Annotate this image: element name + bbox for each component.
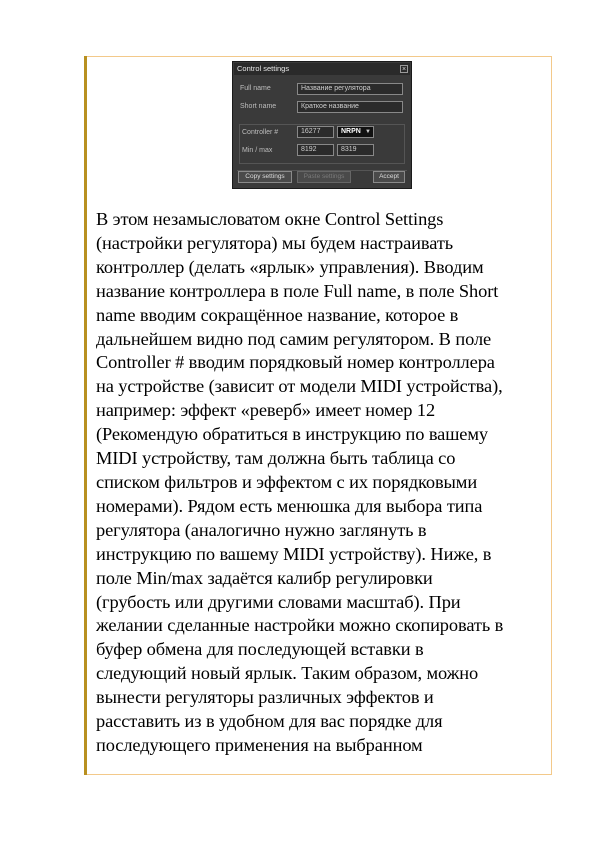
body-paragraph [96,208,548,758]
dialog-titlebar [234,63,410,75]
text-line: например: эффект «реверб» имеет номер 12 [96,400,436,421]
text-line: расставить из в удобном для вас порядке для [96,711,443,732]
short-name-field[interactable]: Краткое название [297,101,403,113]
max-value-field[interactable]: 8319 [337,144,374,156]
control-settings-dialog [232,61,412,189]
text-line: вынести регуляторы различных эффектов и [96,687,434,708]
paste-settings-button[interactable]: Paste settings [297,171,351,183]
short-name-label: Short name [240,103,277,110]
text-line: желании сделанные настройки можно скопировать в [96,615,504,636]
full-name-field[interactable]: Название регулятора [297,83,403,95]
text-line: на устройстве (зависит от модели MIDI устройства), [96,376,503,397]
text-line: номерами). Рядом есть менюшка для выбора типа [96,495,483,516]
full-name-label: Full name [240,85,271,92]
text-line: (Рекомендую обратиться в инструкцию по вашему [96,424,488,445]
accept-button[interactable]: Accept [373,171,405,183]
text-line: В этом незамысловатом окне Control Settings [96,209,444,229]
text-line: name вводим сокращённое название, которое в [96,304,459,325]
min-max-label: Min / max [242,147,273,154]
copy-settings-button[interactable]: Copy settings [238,171,292,183]
chevron-down-icon: ▼ [365,129,371,135]
text-line: инструкцию по вашему MIDI устройству). Ниже, в [96,543,492,564]
text-line: дальнейшем видно под самим регулятором. В поле [96,328,492,349]
text-line: (настройки регулятора) мы будем настраивать [96,232,454,253]
controller-number-label: Controller # [242,129,279,136]
frame-left-bar [84,56,87,775]
close-icon[interactable]: × [401,66,407,73]
controller-type-select[interactable] [337,126,374,138]
text-line: контроллер (делать «ярлык» управления). Вводим [96,256,484,277]
text-line: Controller # вводим порядковый номер контроллера [96,352,495,373]
text-line: (грубость или другими словами масштаб). При [96,591,461,612]
controller-number-field[interactable]: 16277 [297,126,334,138]
text-line: следующий новый ярлык. Таким образом, можно [96,663,479,684]
text-line: MIDI устройству, там должна быть таблица со [96,448,456,469]
text-line: регулятора (аналогично нужно заглянуть в [96,519,427,540]
text-line: поле Min/max задаётся калибр регулировки [96,567,433,588]
min-value-field[interactable]: 8192 [297,144,334,156]
text-line: название контроллера в поле Full name, в поле Short [96,280,499,301]
text-line: буфер обмена для последующей вставки в [96,639,424,660]
text-line: списком фильтров и эффектом с их порядковыми [96,471,478,492]
text-line: последующего применения на выбранном [96,734,423,755]
dialog-title: Control settings [237,64,290,73]
controller-type-value: NRPN [341,128,361,135]
